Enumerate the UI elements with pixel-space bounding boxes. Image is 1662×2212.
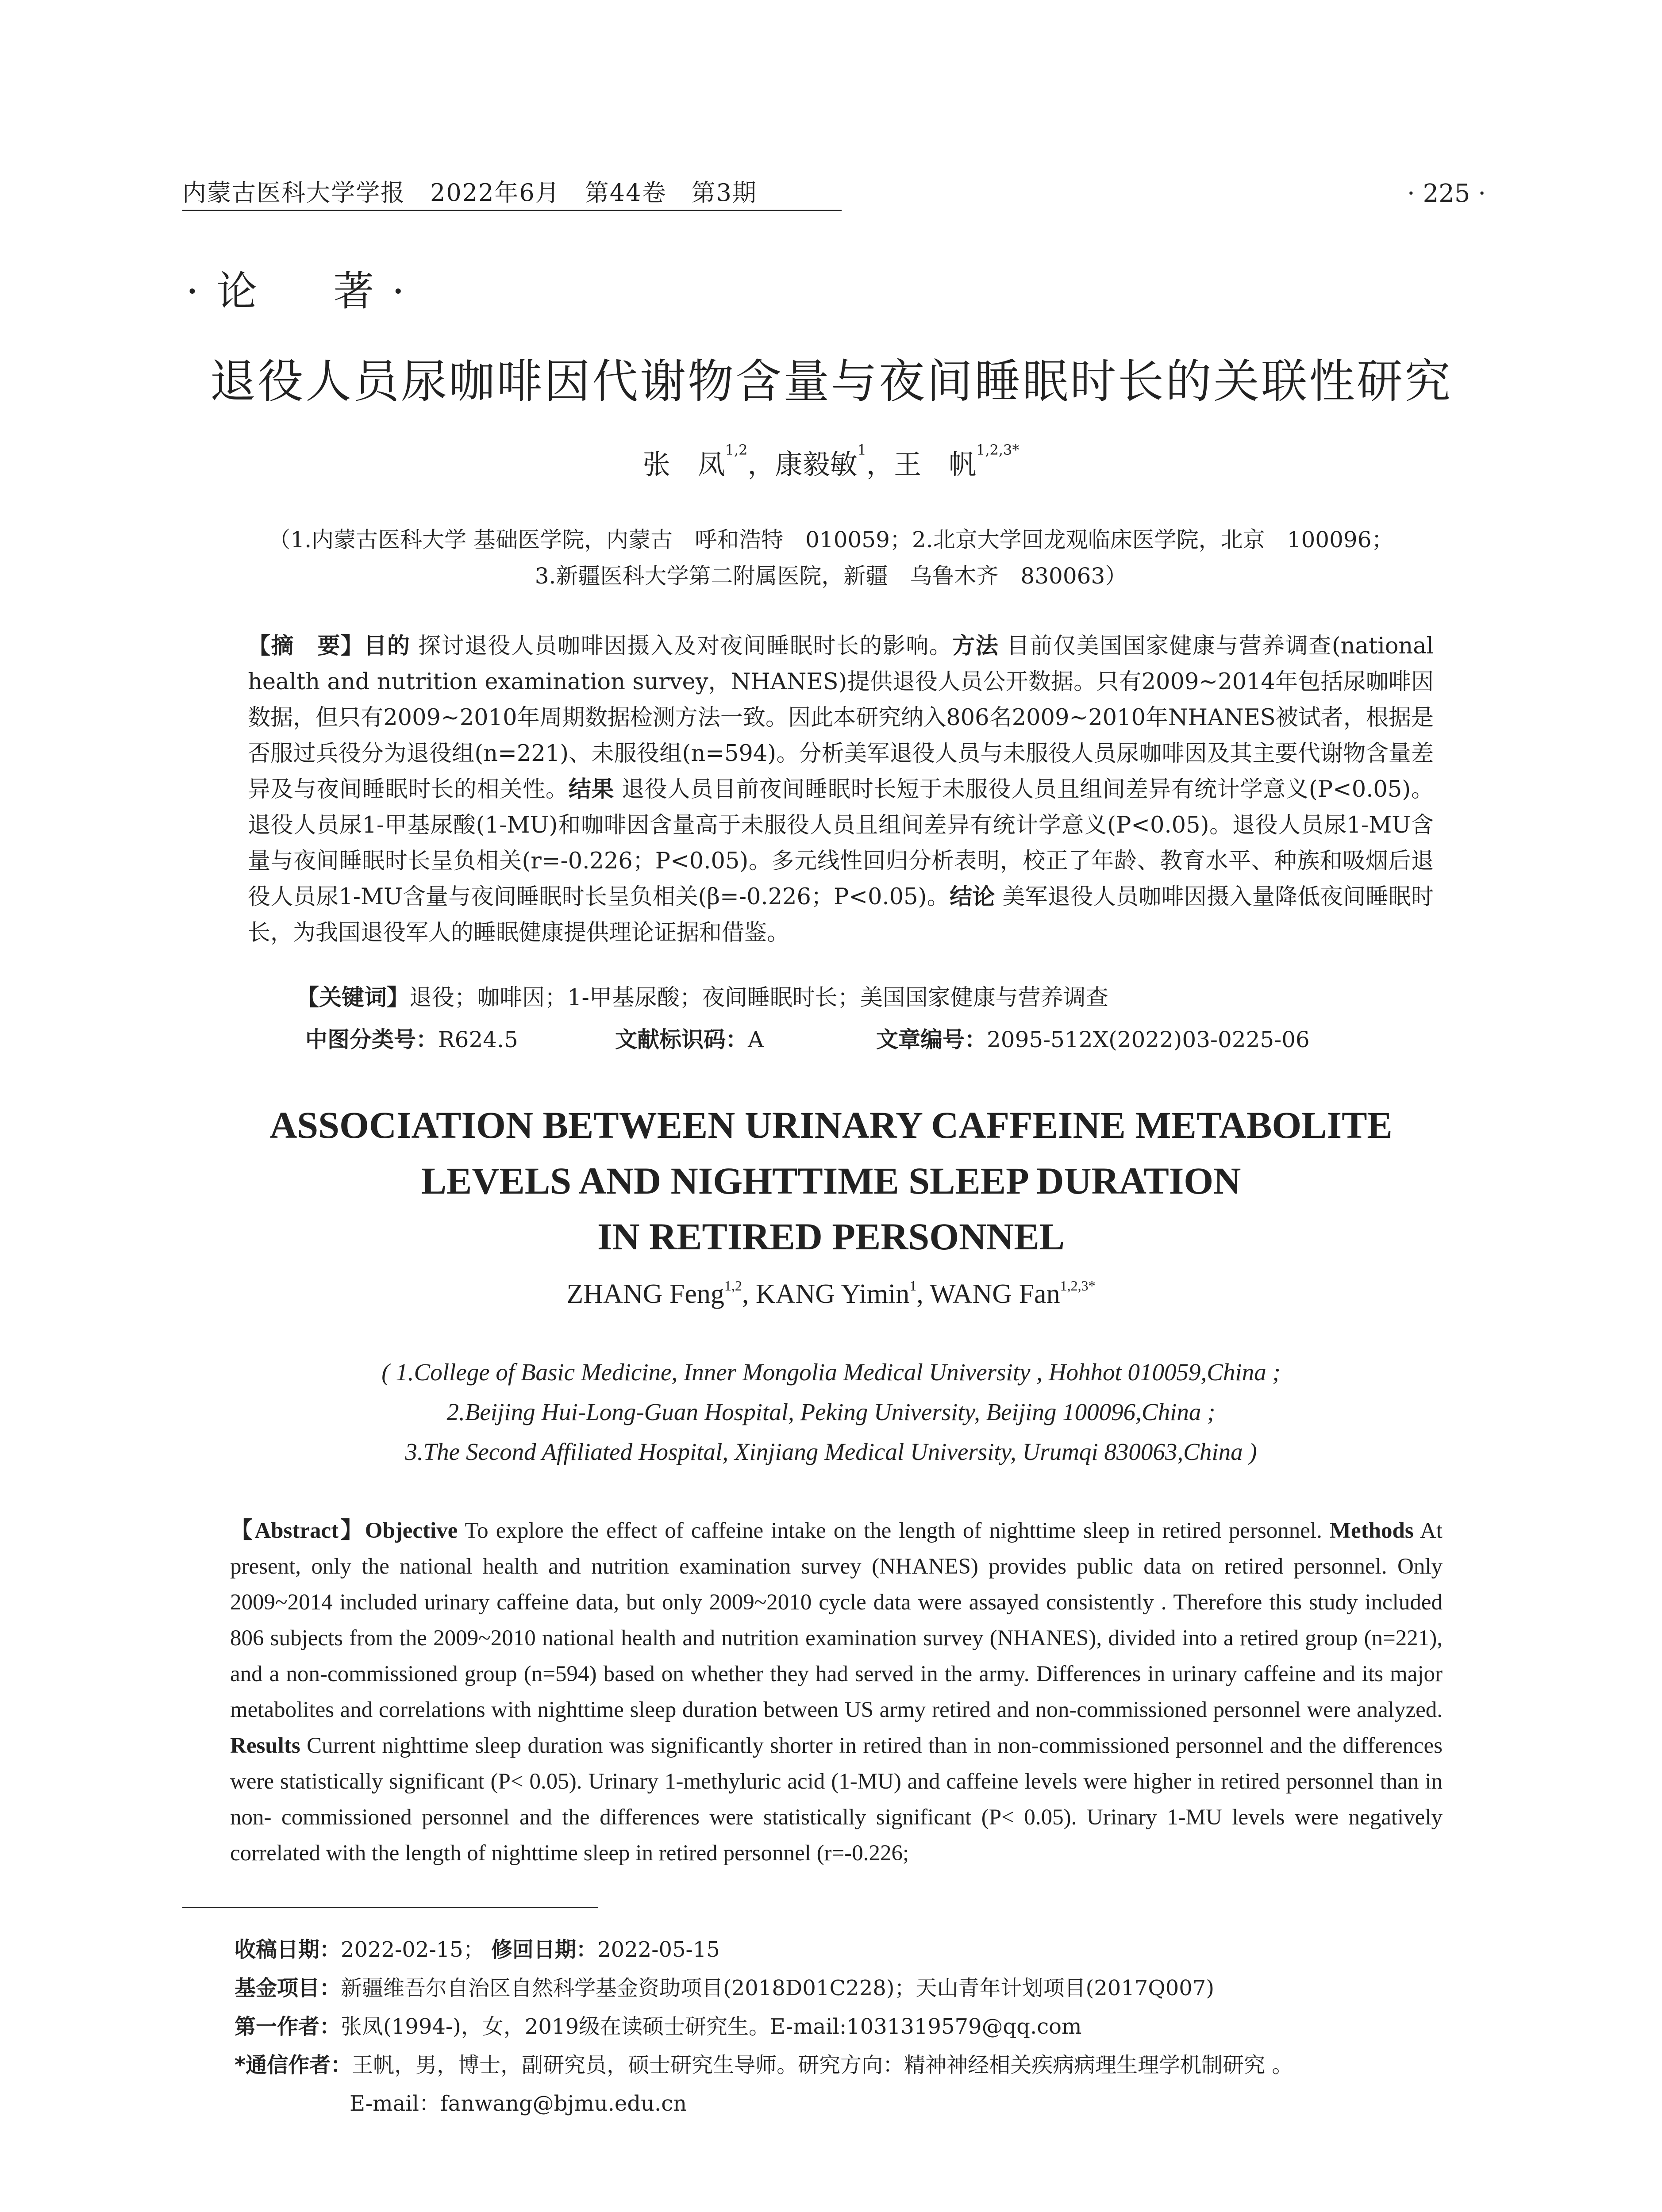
article-number-value: 2095-512X(2022)03-0225-06 <box>987 1027 1310 1052</box>
corresponding-label: *通信作者： <box>235 2053 352 2078</box>
article-number-label: 文章编号： <box>876 1027 987 1052</box>
revised-label: 修回日期： <box>491 1937 598 1962</box>
footnote-first-author <box>235 2009 1082 2040</box>
objective-label-zh: 目的 <box>364 633 411 659</box>
keywords-zh <box>296 980 1429 1016</box>
methods-label-en: Methods <box>1329 1518 1414 1543</box>
methods-label-zh: 方法 <box>952 633 999 659</box>
conclusion-label-zh: 结论 <box>950 883 995 910</box>
page-number: · 225 · <box>1407 179 1486 208</box>
affiliation-en-line: ( 1.College of Basic Medicine, Inner Mongolia Medical University , Hohhot 010059,China ; <box>381 1359 1281 1386</box>
title-zh: 退役人员尿咖啡因代谢物含量与夜间睡眠时长的关联性研究 <box>209 354 1452 408</box>
methods-zh: 目前仅美国国家健康与营养调查(national health and nutrition examination survey，NHANES)提供退役人员公开数据。只有2009~2014年包括尿咖啡因数据，但只有2009~2010年周期数据检测方法一致。因此本研究纳入806名2009~2010年NHANES被试者，根据是否服过兵役分为退役组(n=221)、未服役组(n=594)。分析美军退役人员与未服役人员尿咖啡因及其主要代谢物含量差异及与夜间睡眠时长的相关性。 <box>248 633 1434 803</box>
affiliation-en-line: 3.The Second Affiliated Hospital, Xinjiang Medical University, Urumqi 830063,China ) <box>405 1438 1257 1465</box>
doc-code-value: A <box>748 1027 764 1052</box>
author-en-name: WANG Fan <box>930 1279 1060 1309</box>
received-value: 2022-02-15； <box>341 1937 485 1962</box>
results-label-zh: 结果 <box>568 776 615 803</box>
conclusion-zh: 美军退役人员咖啡因摄入量降低夜间睡眠时长，为我国退役军人的睡眠健康提供理论证据和借鉴。 <box>248 884 1434 946</box>
author-en-sup: 1,2 <box>724 1278 742 1294</box>
author-en-sup: 1 <box>909 1278 917 1294</box>
authors-zh: 张 凤$^{1,2}$，康毅敏$^1$，王 帆$^{1,2,3*}$ <box>642 442 1020 480</box>
author-en-name: KANG Yimin <box>755 1279 910 1309</box>
header-rule <box>182 210 842 211</box>
corresponding-email: E-mail：fanwang@bjmu.edu.cn <box>350 2091 687 2116</box>
first-author-value: 张凤(1994-)，女，2019级在读硕士研究生。E-mail:1031319579@qq.com <box>341 2014 1082 2039</box>
abstract-zh-label: 【摘 要】 <box>248 633 364 659</box>
author-zh-sup: 1 <box>857 442 866 458</box>
author-zh-name: 张 凤 <box>642 448 725 480</box>
title-en-line: LEVELS AND NIGHTTIME SLEEP DURATION <box>421 1160 1241 1202</box>
first-author-label: 第一作者： <box>235 2014 341 2039</box>
abstract-en <box>230 1513 1443 1871</box>
fund-label: 基金项目： <box>235 1976 341 2001</box>
footnote-fund <box>235 1971 1214 2001</box>
revised-value: 2022-05-15 <box>597 1937 720 1962</box>
author-zh-sup: 1,2,3* <box>976 442 1020 458</box>
authors-en: ZHANG Feng$^{1,2}$, KANG Yimin$^1$, WANG Fan$^{1,2,3*}$ <box>566 1278 1096 1309</box>
abstract-en-label: 【Abstract】 <box>230 1518 365 1543</box>
keywords-zh-label: 【关键词】 <box>296 985 410 1011</box>
affiliation-zh-line: 3.新疆医科大学第二附属医院，新疆 乌鲁木齐 830063） <box>535 563 1127 589</box>
title-en-line: IN RETIRED PERSONNEL <box>597 1215 1065 1258</box>
clc-label: 中图分类号： <box>305 1027 438 1052</box>
results-en: Current nighttime sleep duration was significantly shorter in retired than in non-commissioned personnel and the differences were statistically significant (P< 0.05). Urinary 1-methyluric acid (1-MU) and caffeine levels were higher in retired personnel than in non- commissioned personnel and the differences were statistically significant (P< 0.05). Urinary 1-MU levels were negatively correlated with the length of nighttime sleep in retired personnel (r=-0.226; <box>230 1733 1443 1866</box>
journal-header: 内蒙古医科大学学报 2022年6月 第44卷 第3期 <box>182 179 757 207</box>
results-label-en: Results <box>230 1733 300 1758</box>
fund-value: 新疆维吾尔自治区自然科学基金资助项目(2018D01C228)；天山青年计划项目(2017Q007) <box>341 1976 1215 2001</box>
author-zh-name: 王 帆 <box>893 448 976 480</box>
section-tag: ·论 著· <box>186 268 423 315</box>
keywords-zh-text: 退役；咖啡因；1-甲基尿酸；夜间睡眠时长；美国国家健康与营养调查 <box>409 985 1108 1011</box>
doc-code-label: 文献标识码： <box>615 1027 748 1052</box>
methods-en: At present, only the national health and nutrition examination survey (NHANES) provides public data on retired personnel. Only 2009~2014 included urinary caffeine data, but only 2009~2010 cycle data were assayed consistently . Therefore this study included 806 subjects from the 2009~2010 national health and nutrition examination survey (NHANES), divided into a retired group (n=221), and a non-commissioned group (n=594) based on whether they had served in the army. Differences in urinary caffeine and its major metabolites and correlations with nighttime sleep duration between US army retired and non-commissioned personnel were analyzed. <box>230 1518 1443 1722</box>
author-en-sup: 1,2,3* <box>1060 1278 1096 1294</box>
results-zh: 退役人员目前夜间睡眠时长短于未服役人员且组间差异有统计学意义(P<0.05)。退役人员尿1-甲基尿酸(1-MU)和咖啡因含量高于未服役人员且组间差异有统计学意义(P<0.05)。退役人员尿1-MU含量与夜间睡眠时长呈负相关(r=-0.226；P<0.05)。多元线性回归分析表明，校正了年龄、教育水平、种族和吸烟后退役人员尿1-MU含量与夜间睡眠时长呈负相关(β=-0.226；P<0.05)。 <box>248 776 1434 910</box>
abstract-zh <box>248 628 1434 951</box>
objective-zh: 探讨退役人员咖啡因摄入及对夜间睡眠时长的影响。 <box>418 633 953 659</box>
author-en-name: ZHANG Feng <box>566 1279 724 1309</box>
footnote-dates <box>235 1932 720 1963</box>
title-en-line: ASSOCIATION BETWEEN URINARY CAFFEINE METABOLITE <box>269 1104 1393 1146</box>
clc-value: R624.5 <box>438 1027 518 1052</box>
author-zh-name: 康毅敏 <box>775 448 858 480</box>
objective-label-en: Objective <box>365 1518 458 1543</box>
corresponding-value: 王帆，男，博士，副研究员，硕士研究生导师。研究方向：精神神经相关疾病病理生理学机制研究 。 <box>352 2053 1293 2078</box>
affiliation-en-line: 2.Beijing Hui-Long-Guan Hospital, Peking University, Beijing 100096,China ; <box>446 1398 1216 1425</box>
objective-en: To explore the effect of caffeine intake on the length of nighttime sleep in retired personnel. <box>465 1518 1322 1543</box>
author-zh-sup: 1,2 <box>725 442 748 458</box>
footnote-rule <box>182 1907 598 1908</box>
footnote-corresponding <box>235 2048 1293 2078</box>
affiliation-zh-line: （1.内蒙古医科大学 基础医学院，内蒙古 呼和浩特 010059；2.北京大学回龙观临床医学院，北京 100096； <box>268 527 1394 553</box>
received-label: 收稿日期： <box>235 1937 341 1962</box>
